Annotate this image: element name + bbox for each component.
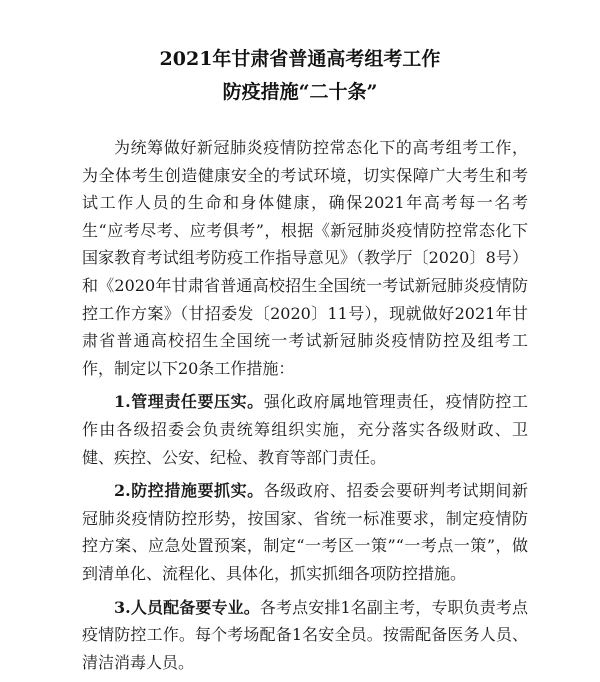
measure-item-3 — [82, 594, 528, 677]
intro-paragraph: 为统筹做好新冠肺炎疫情防控常态化下的高考组考工作，为全体考生创造健康安全的考试环境，切实保障广大考生和考试工作人员的生命和身体健康，确保2021年高考每一名考生“应考尽考、应考俱考”，根据《新冠肺炎疫情防控常态化下国家教育考试组考防疫工作指导意见》（教学厅〔2020〕8号）和《2020年甘肃省普通高校招生全国统一考试新冠肺炎疫情防控工作方案》（甘招委发〔2020〕11号），现就做好2021年甘肃省普通高校招生全国统一考试新冠肺炎疫情防控及组考工作，制定以下20条工作措施： — [82, 138, 528, 378]
measure-heading-1: 1.管理责任要压实。 — [114, 392, 264, 412]
measure-heading-2: 2.防控措施要抓实。 — [114, 481, 264, 501]
measure-item-2 — [82, 477, 528, 587]
document-title: 2021年甘肃省普通高考组考工作 — [159, 48, 441, 70]
measure-item-1 — [82, 388, 528, 471]
measure-text-2: 各级政府、招委会要研判考试期间新冠肺炎疫情防控形势，按国家、省统一标准要求，制定疫情防控方案、应急处置预案，制定“一考区一策”“一考点一策”，做到清单化、流程化、具体化，抓实抓细各项防控措施。 — [82, 481, 528, 583]
document-subtitle: 防疫措施“二十条” — [222, 81, 378, 103]
measure-text-1: 强化政府属地管理责任，疫情防控工作由各级招委会负责统筹组织实施，充分落实各级财政、卫健、疾控、公安、纪检、教育等部门责任。 — [82, 392, 528, 467]
measure-heading-3: 3.人员配备要专业。 — [114, 597, 260, 617]
document-body — [82, 134, 528, 682]
measure-text-3: 各考点安排1名副主考，专职负责考点疫情防控工作。每个考场配备1名安全员。按需配备医务人员、清洁消毒人员。 — [82, 597, 528, 672]
